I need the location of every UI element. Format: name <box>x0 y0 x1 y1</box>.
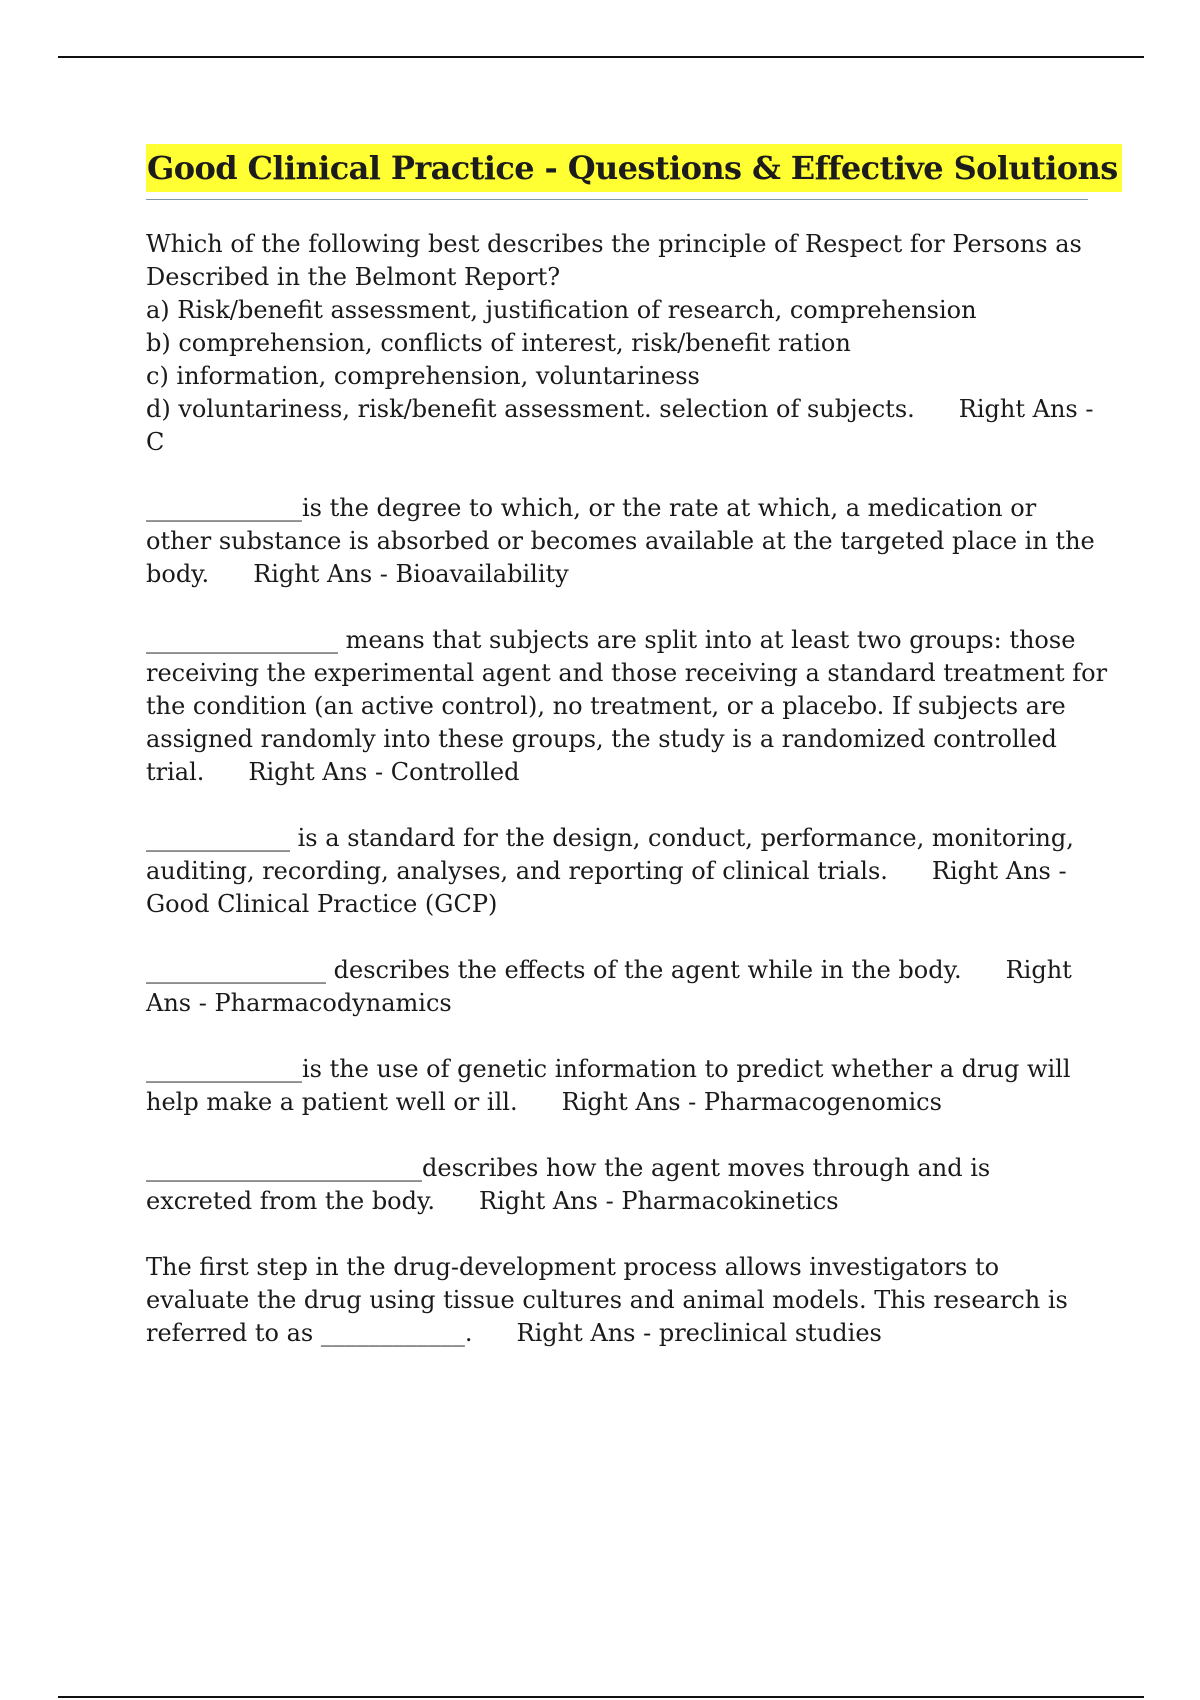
question-1-option-d: d) voluntariness, risk/benefit assessment. selection of subjects. <box>146 395 915 423</box>
question-5-answer-label: Right <box>1005 956 1072 984</box>
question-7-line-1-row <box>146 1152 1096 1185</box>
question-8-line-3-suffix: . <box>464 1319 473 1347</box>
question-3-line-4: assigned randomly into these groups, the study is a randomized controlled <box>146 725 1057 753</box>
question-8-answer: Right Ans - preclinical studies <box>516 1319 882 1347</box>
question-8-line-3-prefix: referred to as <box>146 1319 321 1347</box>
header-rule <box>58 56 1144 58</box>
footer-rule <box>58 1696 1144 1698</box>
question-4-answer-label: Right Ans - <box>931 857 1067 885</box>
question-1-option-d-row <box>146 393 1096 426</box>
question-1 <box>146 228 1096 459</box>
question-8-blank: ____________ <box>320 1319 465 1347</box>
question-3-line-2: receiving the experimental agent and those receiving a standard treatment for <box>146 659 1108 687</box>
question-7 <box>146 1152 1096 1218</box>
title-block <box>146 144 1118 200</box>
question-5 <box>146 954 1096 1020</box>
question-4-blank: ____________ <box>146 824 290 852</box>
question-5-line-1: describes the effects of the agent while in the body. <box>326 956 962 984</box>
question-1-answer-label: Right Ans - <box>958 395 1094 423</box>
question-1-answer-value: C <box>146 428 165 456</box>
question-3-answer: Right Ans - Controlled <box>248 758 520 786</box>
question-8-line-2: evaluate the drug using tissue cultures and animal models. This research is <box>146 1286 1068 1314</box>
question-7-line-2: excreted from the body. <box>146 1187 435 1215</box>
question-4-line-1: is a standard for the design, conduct, performance, monitoring, <box>290 824 1074 852</box>
document-title: Good Clinical Practice - Questions & Effective Solutions <box>146 144 1122 192</box>
question-8-line-3-row <box>146 1317 1096 1350</box>
question-2-line-1-row <box>146 492 1096 525</box>
question-7-blank: _______________________ <box>146 1154 422 1182</box>
question-4-line-2: auditing, recording, analyses, and reporting of clinical trials. <box>146 857 888 885</box>
question-7-line-1: describes how the agent moves through and is <box>422 1154 991 1182</box>
question-6 <box>146 1053 1096 1119</box>
question-6-line-1-row <box>146 1053 1096 1086</box>
question-2-answer: Right Ans - Bioavailability <box>253 560 569 588</box>
question-3-line-3: the condition (an active control), no treatment, or a placebo. If subjects are <box>146 692 1066 720</box>
question-1-option-a: a) Risk/benefit assessment, justification of research, comprehension <box>146 296 977 324</box>
question-7-answer: Right Ans - Pharmacokinetics <box>479 1187 839 1215</box>
question-5-blank: _______________ <box>146 956 326 984</box>
question-6-line-2: help make a patient well or ill. <box>146 1088 518 1116</box>
question-4-answer-value: Good Clinical Practice (GCP) <box>146 890 498 918</box>
question-3-line-5: trial. <box>146 758 205 786</box>
question-3-line-5-row <box>146 756 1096 789</box>
question-2-blank: _____________ <box>146 494 302 522</box>
question-6-line-2-row <box>146 1086 1096 1119</box>
question-1-option-c: c) information, comprehension, voluntariness <box>146 362 700 390</box>
question-3 <box>146 624 1108 789</box>
question-2-line-3-row <box>146 558 1096 591</box>
question-6-blank: _____________ <box>146 1055 302 1083</box>
question-8-line-1: The first step in the drug-development process allows investigators to <box>146 1253 1000 1281</box>
question-7-line-2-row <box>146 1185 1096 1218</box>
question-1-line-1: Which of the following best describes the principle of Respect for Persons as <box>146 230 1082 258</box>
question-4 <box>146 822 1096 921</box>
question-4-line-1-row <box>146 822 1096 855</box>
question-5-answer-value: Ans - Pharmacodynamics <box>146 989 452 1017</box>
question-2-line-3: body. <box>146 560 210 588</box>
question-6-answer: Right Ans - Pharmacogenomics <box>561 1088 942 1116</box>
question-6-line-1: is the use of genetic information to predict whether a drug will <box>302 1055 1071 1083</box>
question-3-blank: ________________ <box>146 626 338 654</box>
question-4-line-2-row <box>146 855 1096 888</box>
question-2 <box>146 492 1096 591</box>
question-1-line-2: Described in the Belmont Report? <box>146 263 561 291</box>
question-5-line-1-row <box>146 954 1096 987</box>
question-8 <box>146 1251 1096 1350</box>
question-3-line-1: means that subjects are split into at least two groups: those <box>338 626 1076 654</box>
question-2-line-1: is the degree to which, or the rate at which, a medication or <box>302 494 1037 522</box>
question-2-line-2: other substance is absorbed or becomes available at the targeted place in the <box>146 527 1095 555</box>
question-3-line-1-row <box>146 624 1096 657</box>
question-1-option-b: b) comprehension, conflicts of interest, risk/benefit ration <box>146 329 851 357</box>
document-body <box>146 228 1108 1383</box>
